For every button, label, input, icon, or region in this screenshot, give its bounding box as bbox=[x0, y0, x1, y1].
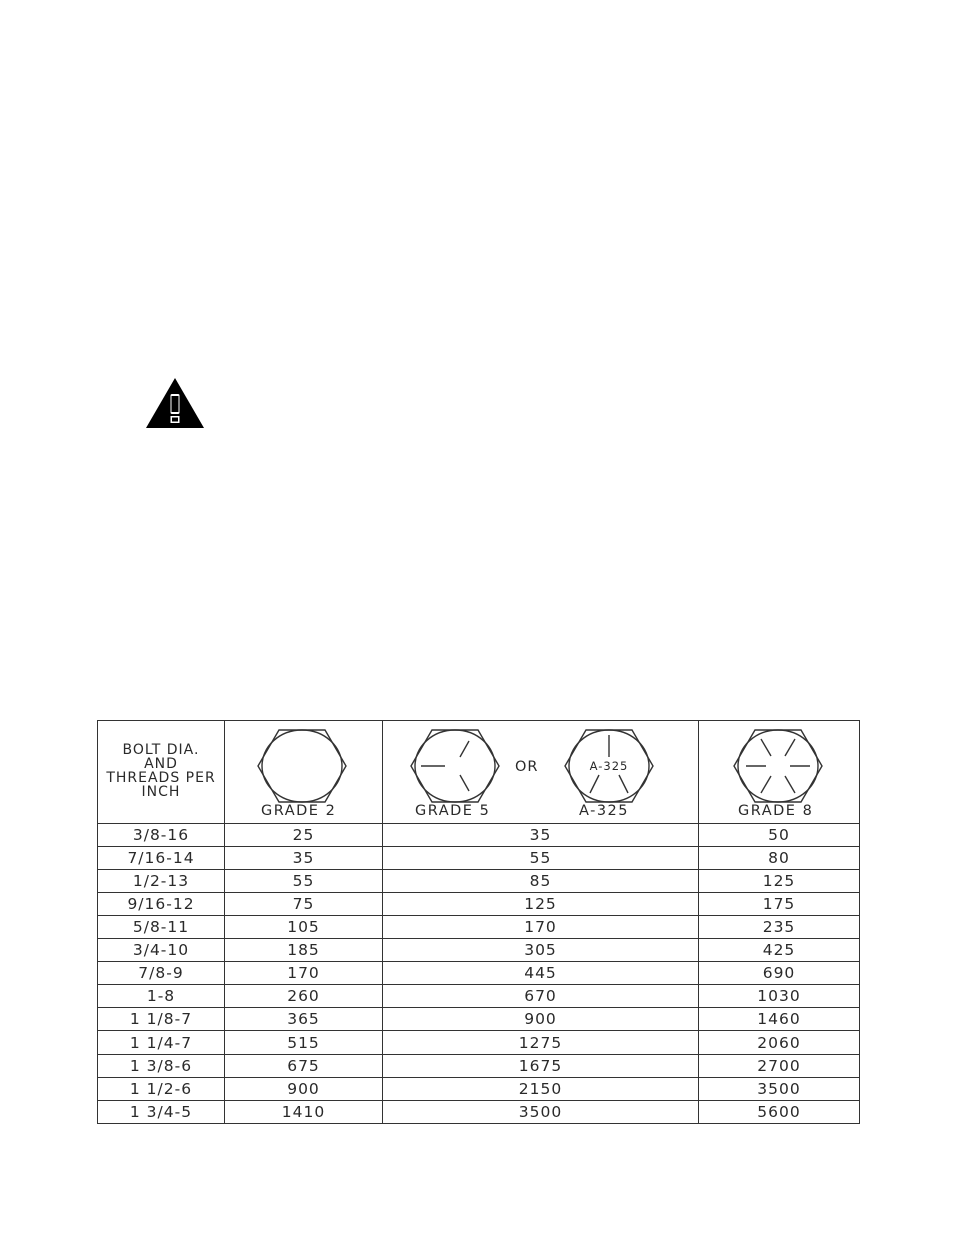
bolt-size-cell: 9/16-12 bbox=[98, 892, 225, 915]
table-row bbox=[98, 1008, 860, 1031]
grade8-torque-cell: 3500 bbox=[699, 1077, 860, 1100]
grade8-header bbox=[699, 721, 860, 824]
grade5-torque-cell: 305 bbox=[383, 939, 699, 962]
grade8-torque-cell: 1030 bbox=[699, 985, 860, 1008]
bolt-size-cell: 1 3/8-6 bbox=[98, 1054, 225, 1077]
grade8-torque-cell: 5600 bbox=[699, 1100, 860, 1123]
grade8-torque-cell: 125 bbox=[699, 869, 860, 892]
grade2-torque-cell: 170 bbox=[225, 962, 383, 985]
bolt-size-cell: 1/2-13 bbox=[98, 869, 225, 892]
grade2-torque-cell: 185 bbox=[225, 939, 383, 962]
grade8-torque-cell: 425 bbox=[699, 939, 860, 962]
grade8-torque-cell: 50 bbox=[699, 823, 860, 846]
table-row bbox=[98, 985, 860, 1008]
grade2-torque-cell: 365 bbox=[225, 1008, 383, 1031]
grade5-torque-cell: 35 bbox=[383, 823, 699, 846]
grade8-label: GRADE 8 bbox=[738, 802, 814, 819]
grade2-header bbox=[225, 721, 383, 824]
grade5-torque-cell: 445 bbox=[383, 962, 699, 985]
bolt-size-cell: 1-8 bbox=[98, 985, 225, 1008]
a325-head-marking: A-325 bbox=[589, 759, 629, 773]
table-row bbox=[98, 846, 860, 869]
grade2-torque-cell: 675 bbox=[225, 1054, 383, 1077]
table-row bbox=[98, 1100, 860, 1123]
bolt-size-cell: 5/8-11 bbox=[98, 915, 225, 938]
grade2-label: GRADE 2 bbox=[261, 802, 337, 819]
grade5-torque-cell: 85 bbox=[383, 869, 699, 892]
grade5-torque-cell: 900 bbox=[383, 1008, 699, 1031]
bolt-size-cell: 1 1/4-7 bbox=[98, 1031, 225, 1054]
grade2-torque-cell: 515 bbox=[225, 1031, 383, 1054]
grade2-torque-cell: 900 bbox=[225, 1077, 383, 1100]
grade8-bolt-head-icon bbox=[730, 727, 826, 805]
table-header-row bbox=[98, 721, 860, 824]
bolt-size-cell: 1 1/2-6 bbox=[98, 1077, 225, 1100]
a325-bolt-head-icon bbox=[561, 727, 657, 805]
a325-label: A-325 bbox=[579, 802, 630, 819]
grade2-torque-cell: 25 bbox=[225, 823, 383, 846]
grade2-torque-cell: 75 bbox=[225, 892, 383, 915]
grade5-label: GRADE 5 bbox=[415, 802, 491, 819]
table-row bbox=[98, 1054, 860, 1077]
bolt-size-cell: 3/8-16 bbox=[98, 823, 225, 846]
grade2-torque-cell: 55 bbox=[225, 869, 383, 892]
grade5-torque-cell: 125 bbox=[383, 892, 699, 915]
grade8-torque-cell: 235 bbox=[699, 915, 860, 938]
grade5-torque-cell: 1675 bbox=[383, 1054, 699, 1077]
grade2-torque-cell: 105 bbox=[225, 915, 383, 938]
grade8-torque-cell: 175 bbox=[699, 892, 860, 915]
table-row bbox=[98, 892, 860, 915]
bolt-size-header bbox=[98, 721, 225, 824]
bolt-torque-table bbox=[97, 720, 860, 1124]
table-row bbox=[98, 869, 860, 892]
grade5-torque-cell: 1275 bbox=[383, 1031, 699, 1054]
bolt-size-cell: 7/8-9 bbox=[98, 962, 225, 985]
bolt-size-cell: 3/4-10 bbox=[98, 939, 225, 962]
or-label: OR bbox=[515, 759, 539, 775]
grade8-torque-cell: 80 bbox=[699, 846, 860, 869]
grade5-torque-cell: 2150 bbox=[383, 1077, 699, 1100]
grade5-torque-cell: 55 bbox=[383, 846, 699, 869]
grade5-torque-cell: 3500 bbox=[383, 1100, 699, 1123]
grade8-torque-cell: 2060 bbox=[699, 1031, 860, 1054]
grade2-torque-cell: 260 bbox=[225, 985, 383, 1008]
grade8-torque-cell: 2700 bbox=[699, 1054, 860, 1077]
grade5-bolt-head-icon bbox=[407, 727, 503, 805]
grade2-torque-cell: 35 bbox=[225, 846, 383, 869]
table-row bbox=[98, 962, 860, 985]
grade5-a325-header bbox=[383, 721, 699, 824]
table-row bbox=[98, 1077, 860, 1100]
grade8-torque-cell: 690 bbox=[699, 962, 860, 985]
grade5-torque-cell: 670 bbox=[383, 985, 699, 1008]
grade2-torque-cell: 1410 bbox=[225, 1100, 383, 1123]
grade5-torque-cell: 170 bbox=[383, 915, 699, 938]
bolt-size-header-label: BOLT DIA. AND THREADS PER INCH bbox=[106, 742, 216, 800]
warning-triangle-icon bbox=[145, 377, 205, 429]
table-row bbox=[98, 915, 860, 938]
bolt-size-cell: 1 3/4-5 bbox=[98, 1100, 225, 1123]
table-row bbox=[98, 939, 860, 962]
table-row bbox=[98, 1031, 860, 1054]
bolt-size-cell: 1 1/8-7 bbox=[98, 1008, 225, 1031]
grade2-bolt-head-icon bbox=[254, 727, 350, 805]
bolt-size-cell: 7/16-14 bbox=[98, 846, 225, 869]
grade8-torque-cell: 1460 bbox=[699, 1008, 860, 1031]
table-row bbox=[98, 823, 860, 846]
